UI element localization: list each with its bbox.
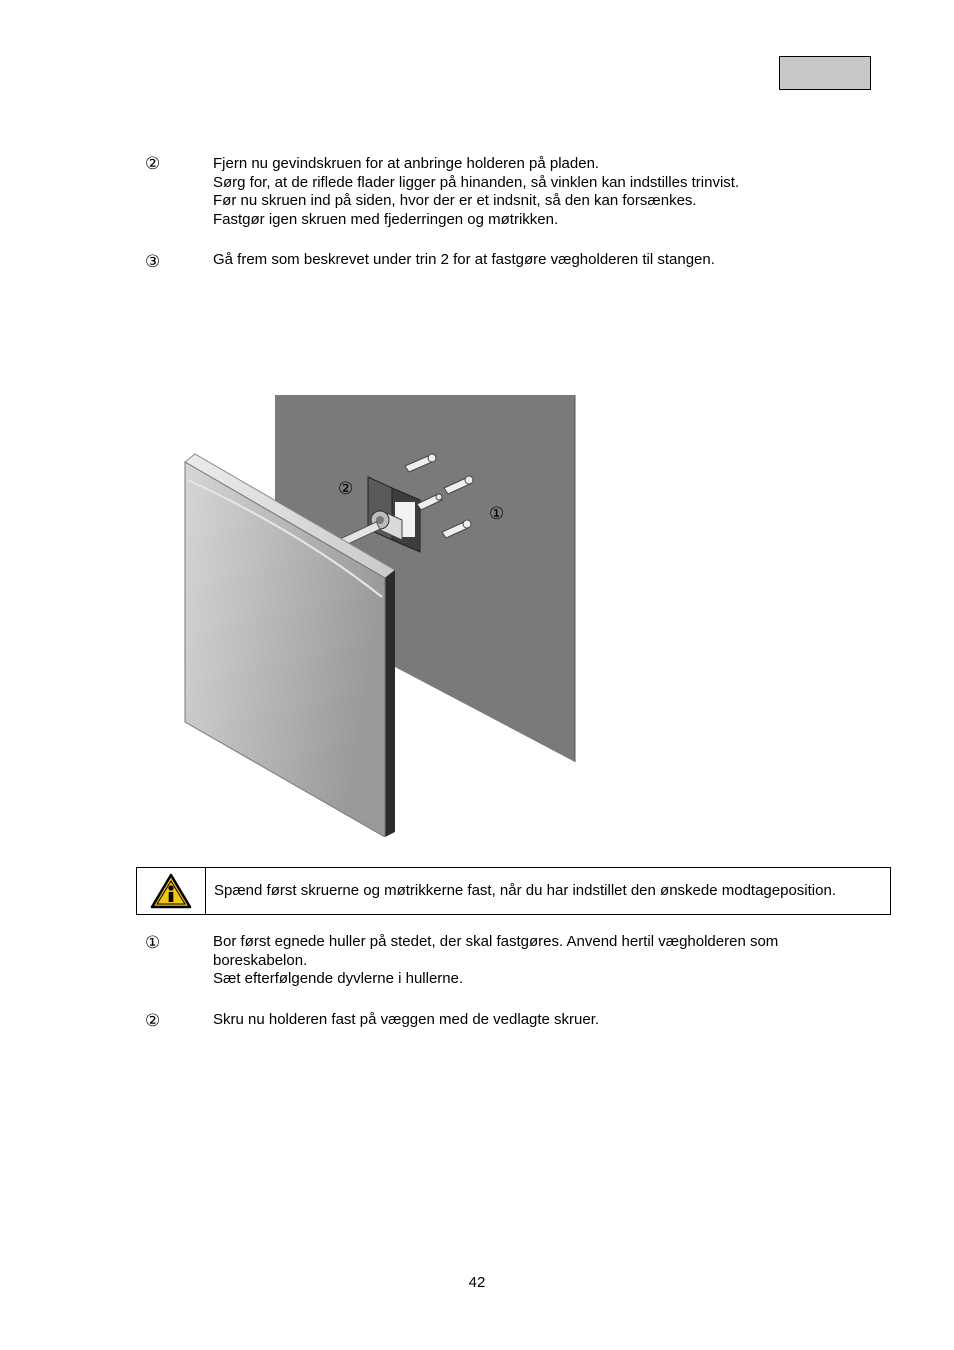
language-tab-box	[779, 56, 871, 90]
step-line: Bor først egnede huller på stedet, der skal fastgøres. Anvend hertil vægholderen som	[213, 933, 779, 950]
step-marker: ②	[145, 154, 161, 174]
step-marker: ①	[145, 933, 161, 953]
step-line: Sørg for, at de riflede flader ligger på hinanden, så vinklen kan indstilles trinvist.	[213, 173, 740, 191]
callout-2-label: ②	[338, 479, 354, 499]
wall-mount-illustration	[180, 392, 580, 837]
step-marker: ③	[145, 252, 161, 272]
page-number: 42	[468, 1274, 486, 1291]
step-text	[213, 1011, 853, 1030]
callout-1-label: ①	[489, 504, 505, 524]
wall-mount-drawing	[180, 392, 580, 837]
step-line: Sæt efterfølgende dyvlerne i hullerne.	[213, 970, 464, 987]
step-text	[213, 933, 853, 989]
step-line: boreskabelon.	[213, 951, 308, 969]
notice-box	[136, 867, 891, 915]
step-line: Skru nu holderen fast på væggen med de vedlagte skruer.	[213, 1011, 600, 1028]
warning-info-icon	[150, 873, 192, 909]
step-line: Gå frem som beskrevet under trin 2 for at fastgøre vægholderen til stangen.	[213, 251, 715, 268]
step-line: Før nu skruen ind på siden, hvor der er et indsnit, så den kan forsænkes.	[213, 192, 697, 209]
notice-text: Spænd først skruerne og møtrikkerne fast, når du har indstillet den ønskede modtageposition.	[214, 881, 836, 899]
notice-icon-cell	[137, 868, 206, 914]
step-marker: ②	[145, 1011, 161, 1031]
step-line: Fjern nu gevindskruen for at anbringe holderen på pladen.	[213, 155, 600, 172]
step-text	[213, 155, 853, 229]
step-text	[213, 251, 853, 270]
step-line: Fastgør igen skruen med fjederringen og møtrikken.	[213, 210, 559, 228]
